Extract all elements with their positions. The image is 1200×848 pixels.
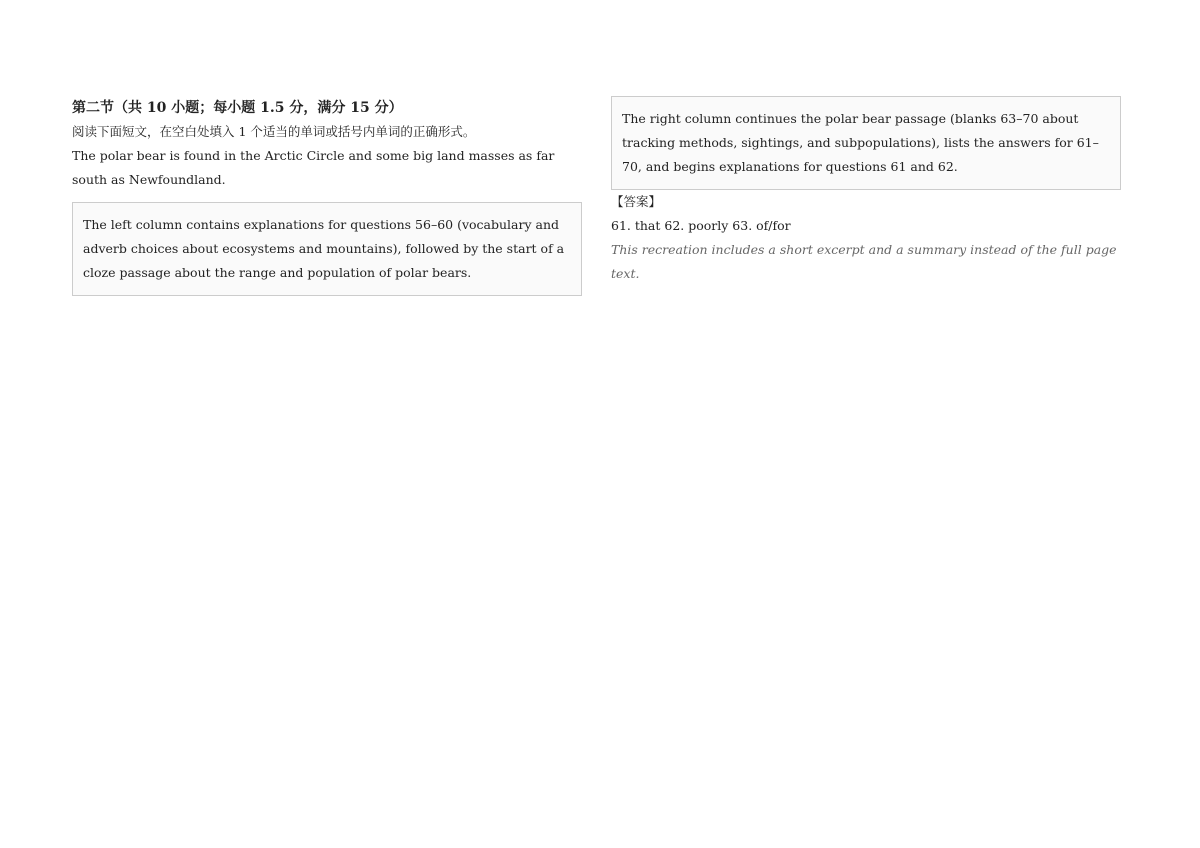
left-column (72, 86, 582, 296)
instruction: 阅读下面短文，在空白处填入 1 个适当的单词或括号内单词的正确形式。 (72, 124, 476, 139)
note: This recreation includes a short excerpt and a summary instead of the full page text. (611, 242, 1117, 281)
answers-label: 【答案】 (611, 194, 662, 209)
section-title: 第二节（共 10 小题；每小题 1.5 分，满分 15 分） (72, 100, 403, 116)
answers-excerpt: 61. that 62. poorly 63. of/for (611, 218, 791, 233)
right-summary: The right column continues the polar bear passage (blanks 63–70 about tracking methods, sightings, and subpopulations), lists the answers for 61–70, and begins explanations for questions 61 and 62. (611, 96, 1121, 190)
left-summary: The left column contains explanations for questions 56–60 (vocabulary and adverb choices about ecosystems and mountains), followed by the start of a cloze passage about the range and population of polar bears. (72, 202, 582, 296)
right-column (611, 86, 1121, 286)
passage-excerpt: The polar bear is found in the Arctic Circle and some big land masses as far south as Newfoundland. (72, 148, 555, 187)
